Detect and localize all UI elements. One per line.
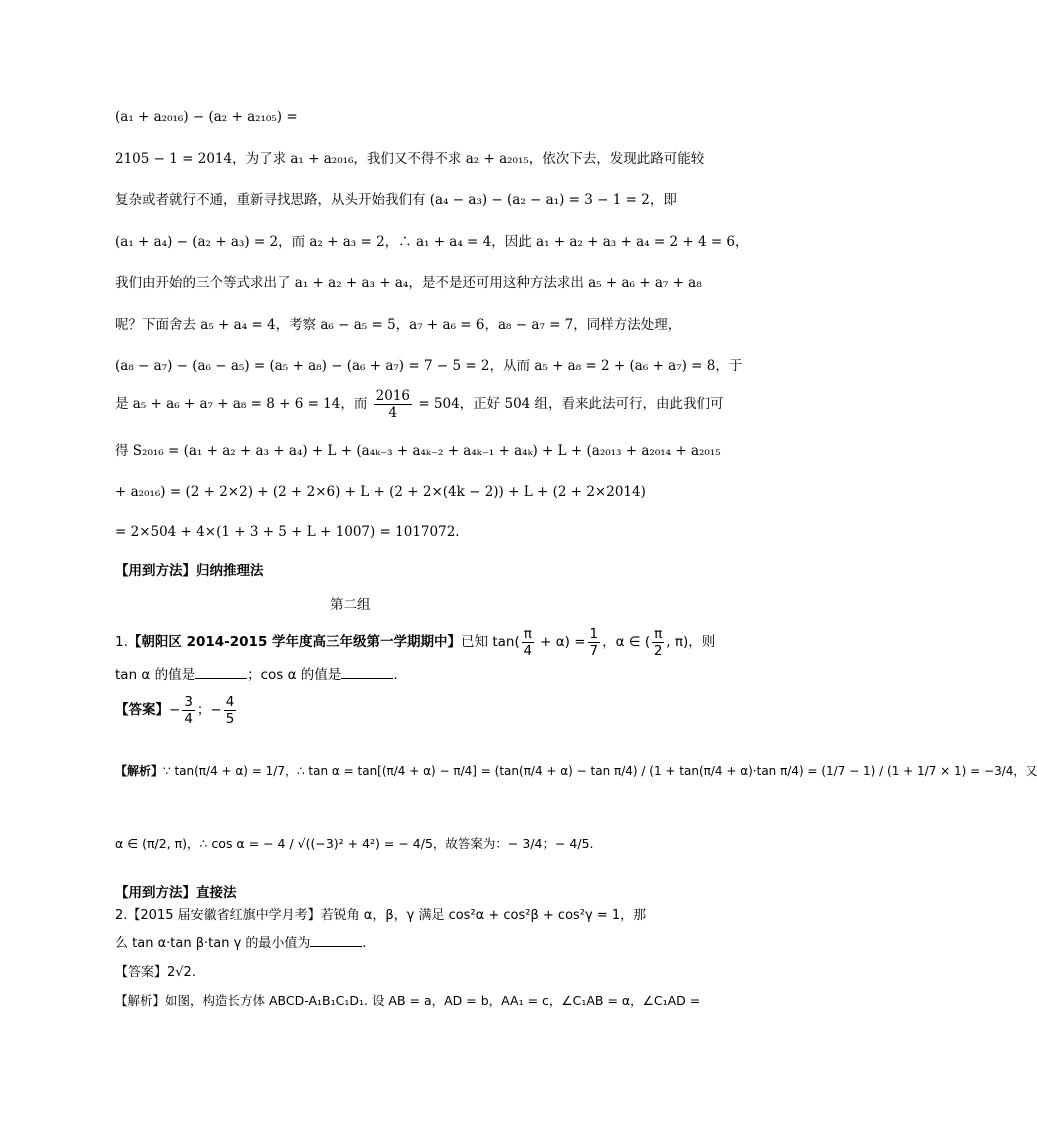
- question-2-analysis: 【解析】如图，构造长方体 ABCD-A₁B₁C₁D₁. 设 AB = a，AD = b，AA₁ = c，∠C₁AB = α，∠C₁AD =: [115, 993, 701, 1008]
- line-7: (a₈ − a₇) − (a₆ − a₅) = (a₅ + a₈) − (a₆ + a₇) = 7 − 5 = 2，从而 a₅ + a₈ = 2 + (a₆ + a₇) = 8，于: [115, 358, 743, 374]
- question-1-stem-b: + α) =: [535, 634, 586, 650]
- method-label-1: 【用到方法】归纳推理法: [115, 563, 264, 579]
- line-6: 呢？下面舍去 a₅ + a₄ = 4，考察 a₆ − a₅ = 5，a₇ + a₆ = 6，a₈ − a₇ = 7，同样方法处理，: [115, 317, 682, 333]
- question-1-analysis-1: [115, 760, 1037, 782]
- line-11: = 2×504 + 4×(1 + 3 + 5 + L + 1007) = 1017072.: [115, 524, 460, 540]
- line-8-part-a: 是 a₅ + a₆ + a₇ + a₈ = 8 + 6 = 14，而: [115, 396, 368, 412]
- question-2-answer: 【答案】2√2.: [115, 965, 196, 980]
- question-2-line-2-end: .: [362, 936, 367, 951]
- line-8: [115, 384, 724, 424]
- question-1-stem-c: ，α ∈ (: [602, 634, 651, 650]
- fraction-numerator: 1: [589, 625, 599, 642]
- answer-separator: ；−: [196, 702, 222, 718]
- question-1-line-2-b: ；cos α 的值是: [247, 667, 342, 683]
- answer-sign: −: [169, 702, 181, 718]
- answer-label: 【答案】: [115, 702, 169, 718]
- question-1-answer: [115, 690, 238, 730]
- fraction-numerator: π: [523, 625, 532, 642]
- fraction-4-over-5: [224, 694, 237, 727]
- question-2-line-2-text: 么 tan α·tan β·tan γ 的最小值为: [115, 936, 311, 951]
- question-1-stem-a: 已知 tan(: [461, 634, 520, 650]
- fraction-2016-over-4: [374, 388, 412, 421]
- question-1-source: 【朝阳区 2014-2015 学年度高三年级第一学期期中】: [127, 634, 462, 650]
- line-1: (a₁ + a₂₀₁₆) − (a₂ + a₂₁₀₅) =: [115, 109, 298, 125]
- line-4: (a₁ + a₄) − (a₂ + a₃) = 2，而 a₂ + a₃ = 2，∴ a₁ + a₄ = 4，因此 a₁ + a₂ + a₃ + a₄ = 2 + 4 = 6，: [115, 234, 749, 250]
- question-2-line-2: [115, 932, 367, 955]
- group-title: 第二组: [330, 597, 371, 613]
- question-1-line-2: [115, 664, 398, 686]
- fraction-denominator: 7: [589, 642, 599, 659]
- fraction-denominator: 4: [388, 405, 398, 421]
- line-10: + a₂₀₁₆) = (2 + 2×2) + (2 + 2×6) + L + (2 + 2×(4k − 2)) + L + (2 + 2×2014): [115, 484, 646, 500]
- analysis-text-1: ∵ tan(π/4 + α) = 1/7，∴ tan α = tan[(π/4 + α) − π/4] = (tan(π/4 + α) − tan π/4) / (1 + tan(π/4 + α)·tan π/4) = (1/7 − 1) / (1 + 1/7 × 1) = −3/4，又: [163, 764, 1037, 778]
- line-9: 得 S₂₀₁₆ = (a₁ + a₂ + a₃ + a₄) + L + (a₄ₖ₋₃ + a₄ₖ₋₂ + a₄ₖ₋₁ + a₄ₖ) + L + (a₂₀₁₃ + a₂₀₁₄ + a₂₀₁₅: [115, 443, 721, 459]
- fraction-1-over-7: [588, 626, 601, 659]
- fraction-numerator: 3: [184, 693, 193, 710]
- method-label-2: 【用到方法】直接法: [115, 885, 237, 901]
- line-8-part-b: = 504，正好 504 组，看来此法可行，由此我们可: [418, 396, 724, 412]
- question-1-analysis-2: α ∈ (π/2, π)，∴ cos α = − 4 / √((−3)² + 4²) = − 4/5，故答案为：− 3/4；− 4/5.: [115, 836, 594, 851]
- fraction-3-over-4: [182, 694, 195, 727]
- answer-blank-cos: [341, 664, 393, 679]
- question-1-line-1: [115, 622, 715, 662]
- question-1-number: 1.: [115, 634, 128, 650]
- question-2-line-1: 2.【2015 届安徽省红旗中学月考】若锐角 α，β，γ 满足 cos²α + cos²β + cos²γ = 1，那: [115, 908, 647, 923]
- question-1-stem-d: , π)，则: [666, 634, 716, 650]
- answer-blank-min: [310, 932, 362, 947]
- analysis-label: 【解析】: [115, 764, 164, 778]
- question-1-line-2-a: tan α 的值是: [115, 667, 196, 683]
- line-3: 复杂或者就行不通，重新寻找思路，从头开始我们有 (a₄ − a₃) − (a₂ − a₁) = 3 − 1 = 2，即: [115, 192, 677, 208]
- fraction-pi-over-4: [522, 626, 534, 659]
- fraction-denominator: 5: [225, 710, 235, 727]
- answer-blank-tan: [195, 664, 247, 679]
- fraction-denominator: 4: [523, 642, 533, 659]
- fraction-numerator: 4: [225, 693, 235, 710]
- line-2: 2105 − 1 = 2014，为了求 a₁ + a₂₀₁₆，我们又不得不求 a₂ + a₂₀₁₅，依次下去，发现此路可能较: [115, 151, 705, 167]
- fraction-denominator: 2: [653, 642, 663, 659]
- fraction-pi-over-2: [652, 626, 664, 659]
- fraction-denominator: 4: [184, 710, 193, 727]
- fraction-numerator: π: [654, 625, 663, 642]
- fraction-numerator: 2016: [375, 388, 411, 404]
- line-5: 我们由开始的三个等式求出了 a₁ + a₂ + a₃ + a₄，是不是还可用这种方法求出 a₅ + a₆ + a₇ + a₈: [115, 275, 702, 291]
- question-1-line-2-c: .: [393, 667, 398, 683]
